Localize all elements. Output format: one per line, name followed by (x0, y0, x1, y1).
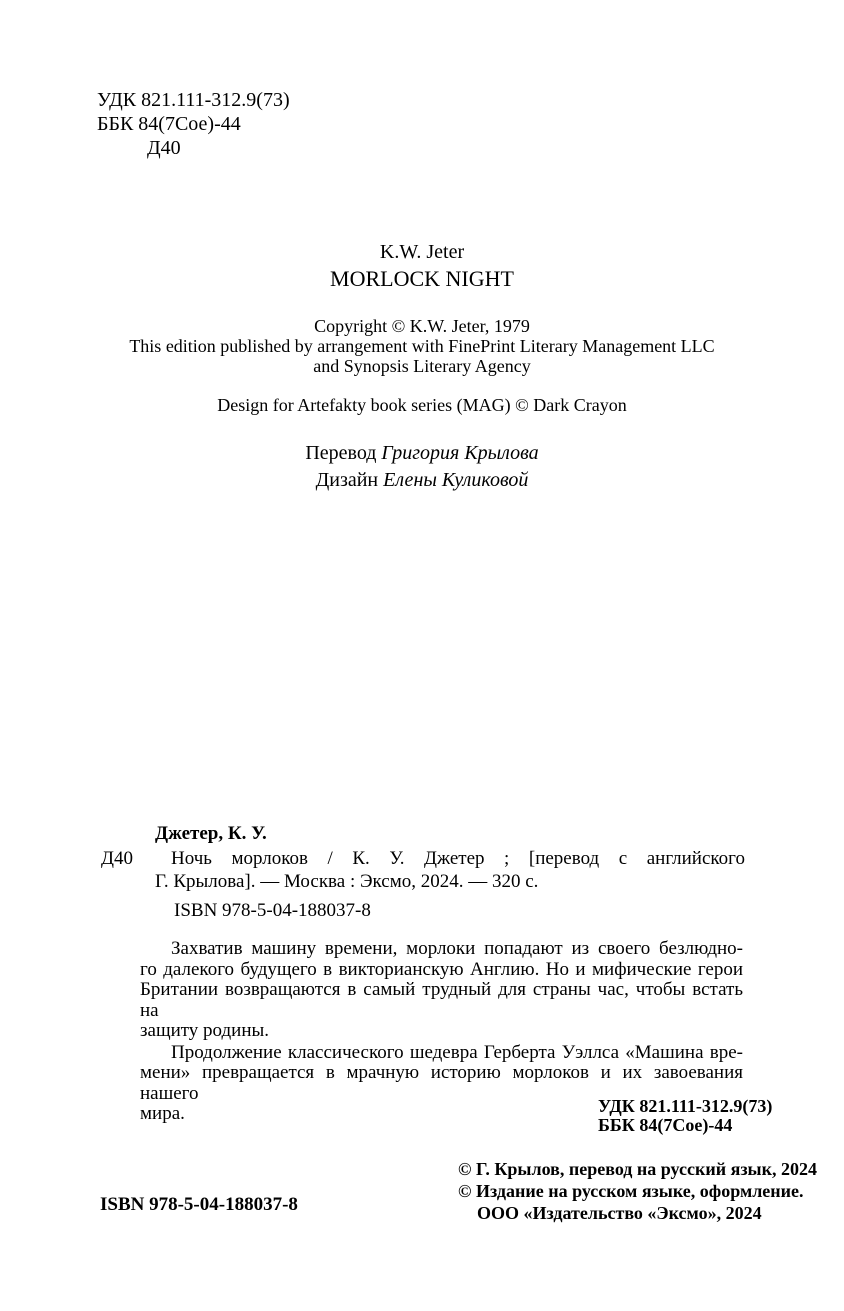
annotation-paragraph-1: Захватив машину времени, морлоки попадают из своего безлюдно- го далекого будущего в викторианскую Англию. Но и мифические герои Британии возвращаются в самый трудный для страны час, чтобы встать на защиту родины. (140, 938, 743, 1041)
translation-label: Перевод (305, 442, 377, 464)
designer-name: Елены Куликовой (383, 469, 529, 491)
catalog-author-header: Джетер, К. У. (155, 823, 267, 844)
catalog-author-sign: Д40 (101, 848, 133, 869)
agency-line: and Synopsis Literary Agency (313, 356, 531, 376)
edition-copyright-line: © Издание на русском языке, оформление. (458, 1181, 804, 1201)
bbk-code-bottom: ББК 84(7Сое)-44 (598, 1115, 733, 1135)
design-credit: Design for Artefakty book series (MAG) © Dark Crayon (217, 395, 627, 415)
bbk-code: ББК 84(7Сое)-44 (97, 113, 241, 135)
isbn-bottom: ISBN 978-5-04-188037-8 (100, 1194, 298, 1215)
title-block (0, 240, 844, 292)
isbn-catalog: ISBN 978-5-04-188037-8 (174, 900, 371, 921)
catalog-entry-text: Ночь морлоков / К. У. Джетер ; [перевод с английского Г. Крылова]. — Москва : Эксмо, 2024. — 320 с. (155, 848, 745, 892)
author-sign: Д40 (147, 137, 181, 159)
translator-name: Григория Крылова (381, 442, 539, 464)
original-title: MORLOCK NIGHT (330, 266, 514, 291)
udk-code-bottom: УДК 821.111-312.9(73) (598, 1096, 773, 1116)
top-catalog-codes (97, 88, 290, 160)
bottom-catalog-codes (598, 1097, 772, 1135)
translation-credit (0, 440, 844, 467)
publisher-line: ООО «Издательство «Эксмо», 2024 (477, 1203, 762, 1223)
edition-line: This edition published by arrangement with FinePrint Literary Management LLC (129, 336, 715, 356)
bottom-copyright-block (458, 1158, 817, 1224)
rights-block (0, 316, 844, 376)
annotation-paragraph-2: Продолжение классического шедевра Герберта Уэллса «Машина вре- мени» превращается в мрачную историю морлоков и их завоевания нашего мира. (140, 1041, 743, 1124)
original-author: K.W. Jeter (379, 241, 465, 263)
translator-copyright-line: © Г. Крылов, перевод на русский язык, 2024 (458, 1159, 817, 1179)
udk-code: УДК 821.111-312.9(73) (97, 89, 290, 111)
copyright-line: Copyright © K.W. Jeter, 1979 (314, 316, 530, 336)
design-credit-ru (0, 467, 844, 494)
design-label: Дизайн (315, 469, 379, 491)
credits-block (0, 440, 844, 494)
